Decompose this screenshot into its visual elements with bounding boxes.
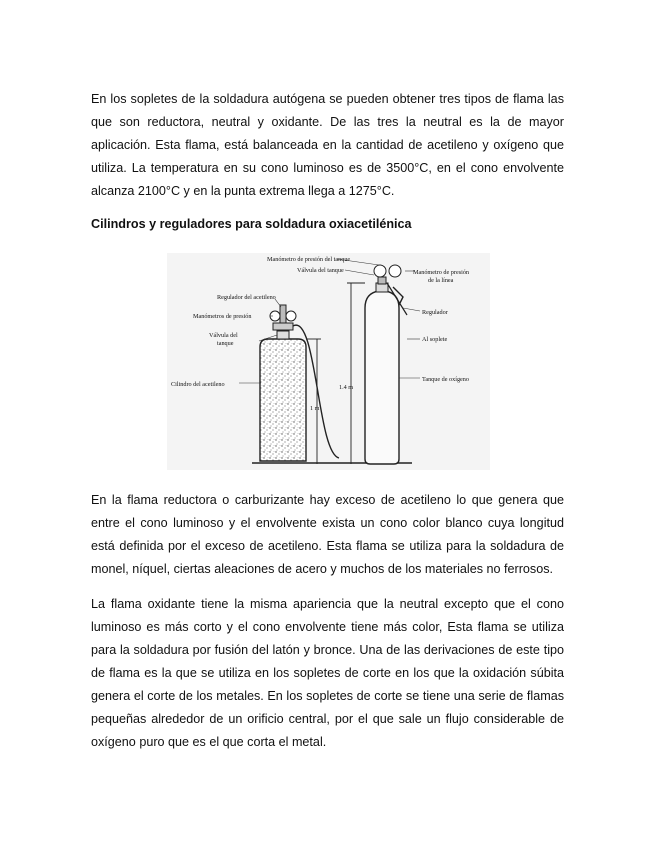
label-height-oxygen: 1.4 m xyxy=(339,384,354,391)
cylinders-figure xyxy=(167,253,490,470)
label-manometro-linea-2: de la línea xyxy=(428,277,454,284)
figure-background xyxy=(167,253,490,470)
paragraph-flame-types: En los sopletes de la soldadura autógena se pueden obtener tres tipos de flama las que son reductora, neutral y oxidante. De las tres la neutral es la de mayor aplicación. Esta flama, está balanceada en la cantidad de acetileno y oxígeno que utiliza. La temperatura en su cono luminoso es de 3500°C, en el cono envolvente alcanza 2100°C y en la punta extrema llega a 1275°C. xyxy=(91,92,564,198)
paragraph-reducing-flame: En la flama reductora o carburizante hay exceso de acetileno lo que genera que entre el cono luminoso y el envolvente exista un cono color blanco cuya longitud está definida por el exceso de acetileno. Esta flama se utiliza para la soldadura de monel, níquel, ciertas aleaciones de acero y muchos de los materiales no ferrosos. xyxy=(91,493,564,576)
label-height-acetylene: 1 m xyxy=(310,405,320,412)
label-regulador: Regulador xyxy=(422,309,448,316)
label-regulador-acetileno: Regulador del acetileno xyxy=(217,294,276,301)
paragraph-oxidizing-flame: La flama oxidante tiene la misma apariencia que la neutral excepto que el cono luminoso es más corto y el cono envolvente tiene más color, Esta flama se utiliza para la soldadura por fusión del latón y bronce. Una de las derivaciones de este tipo de flama es la que se utiliza en los sopletes de corte en los que la oxidación súbita genera el corte de los metales. En los sopletes de corte se tiene una serie de flamas pequeñas alrededor de un orificio central, por el que sale un flujo considerable de oxígeno puro que es el que corta el metal. xyxy=(91,597,564,749)
label-valvula-tanque-left-2: tanque xyxy=(217,340,234,347)
label-manometro-linea-1: Manómetro de presión xyxy=(413,269,470,276)
label-cilindro-acetileno: Cilindro del acetileno xyxy=(171,381,225,388)
label-manometro-tanque: Manómetro de presión del tanque xyxy=(267,256,351,263)
label-valvula-tanque-right: Válvula del tanque xyxy=(297,267,344,274)
label-valvula-tanque-left-1: Válvula del xyxy=(209,332,238,339)
label-manometros-presion: Manómetros de presión xyxy=(193,313,252,320)
label-tanque-oxigeno: Tanque de oxígeno xyxy=(422,376,469,383)
label-al-soplete: Al soplete xyxy=(422,336,448,343)
section-heading: Cilindros y reguladores para soldadura oxiacetilénica xyxy=(91,217,412,231)
